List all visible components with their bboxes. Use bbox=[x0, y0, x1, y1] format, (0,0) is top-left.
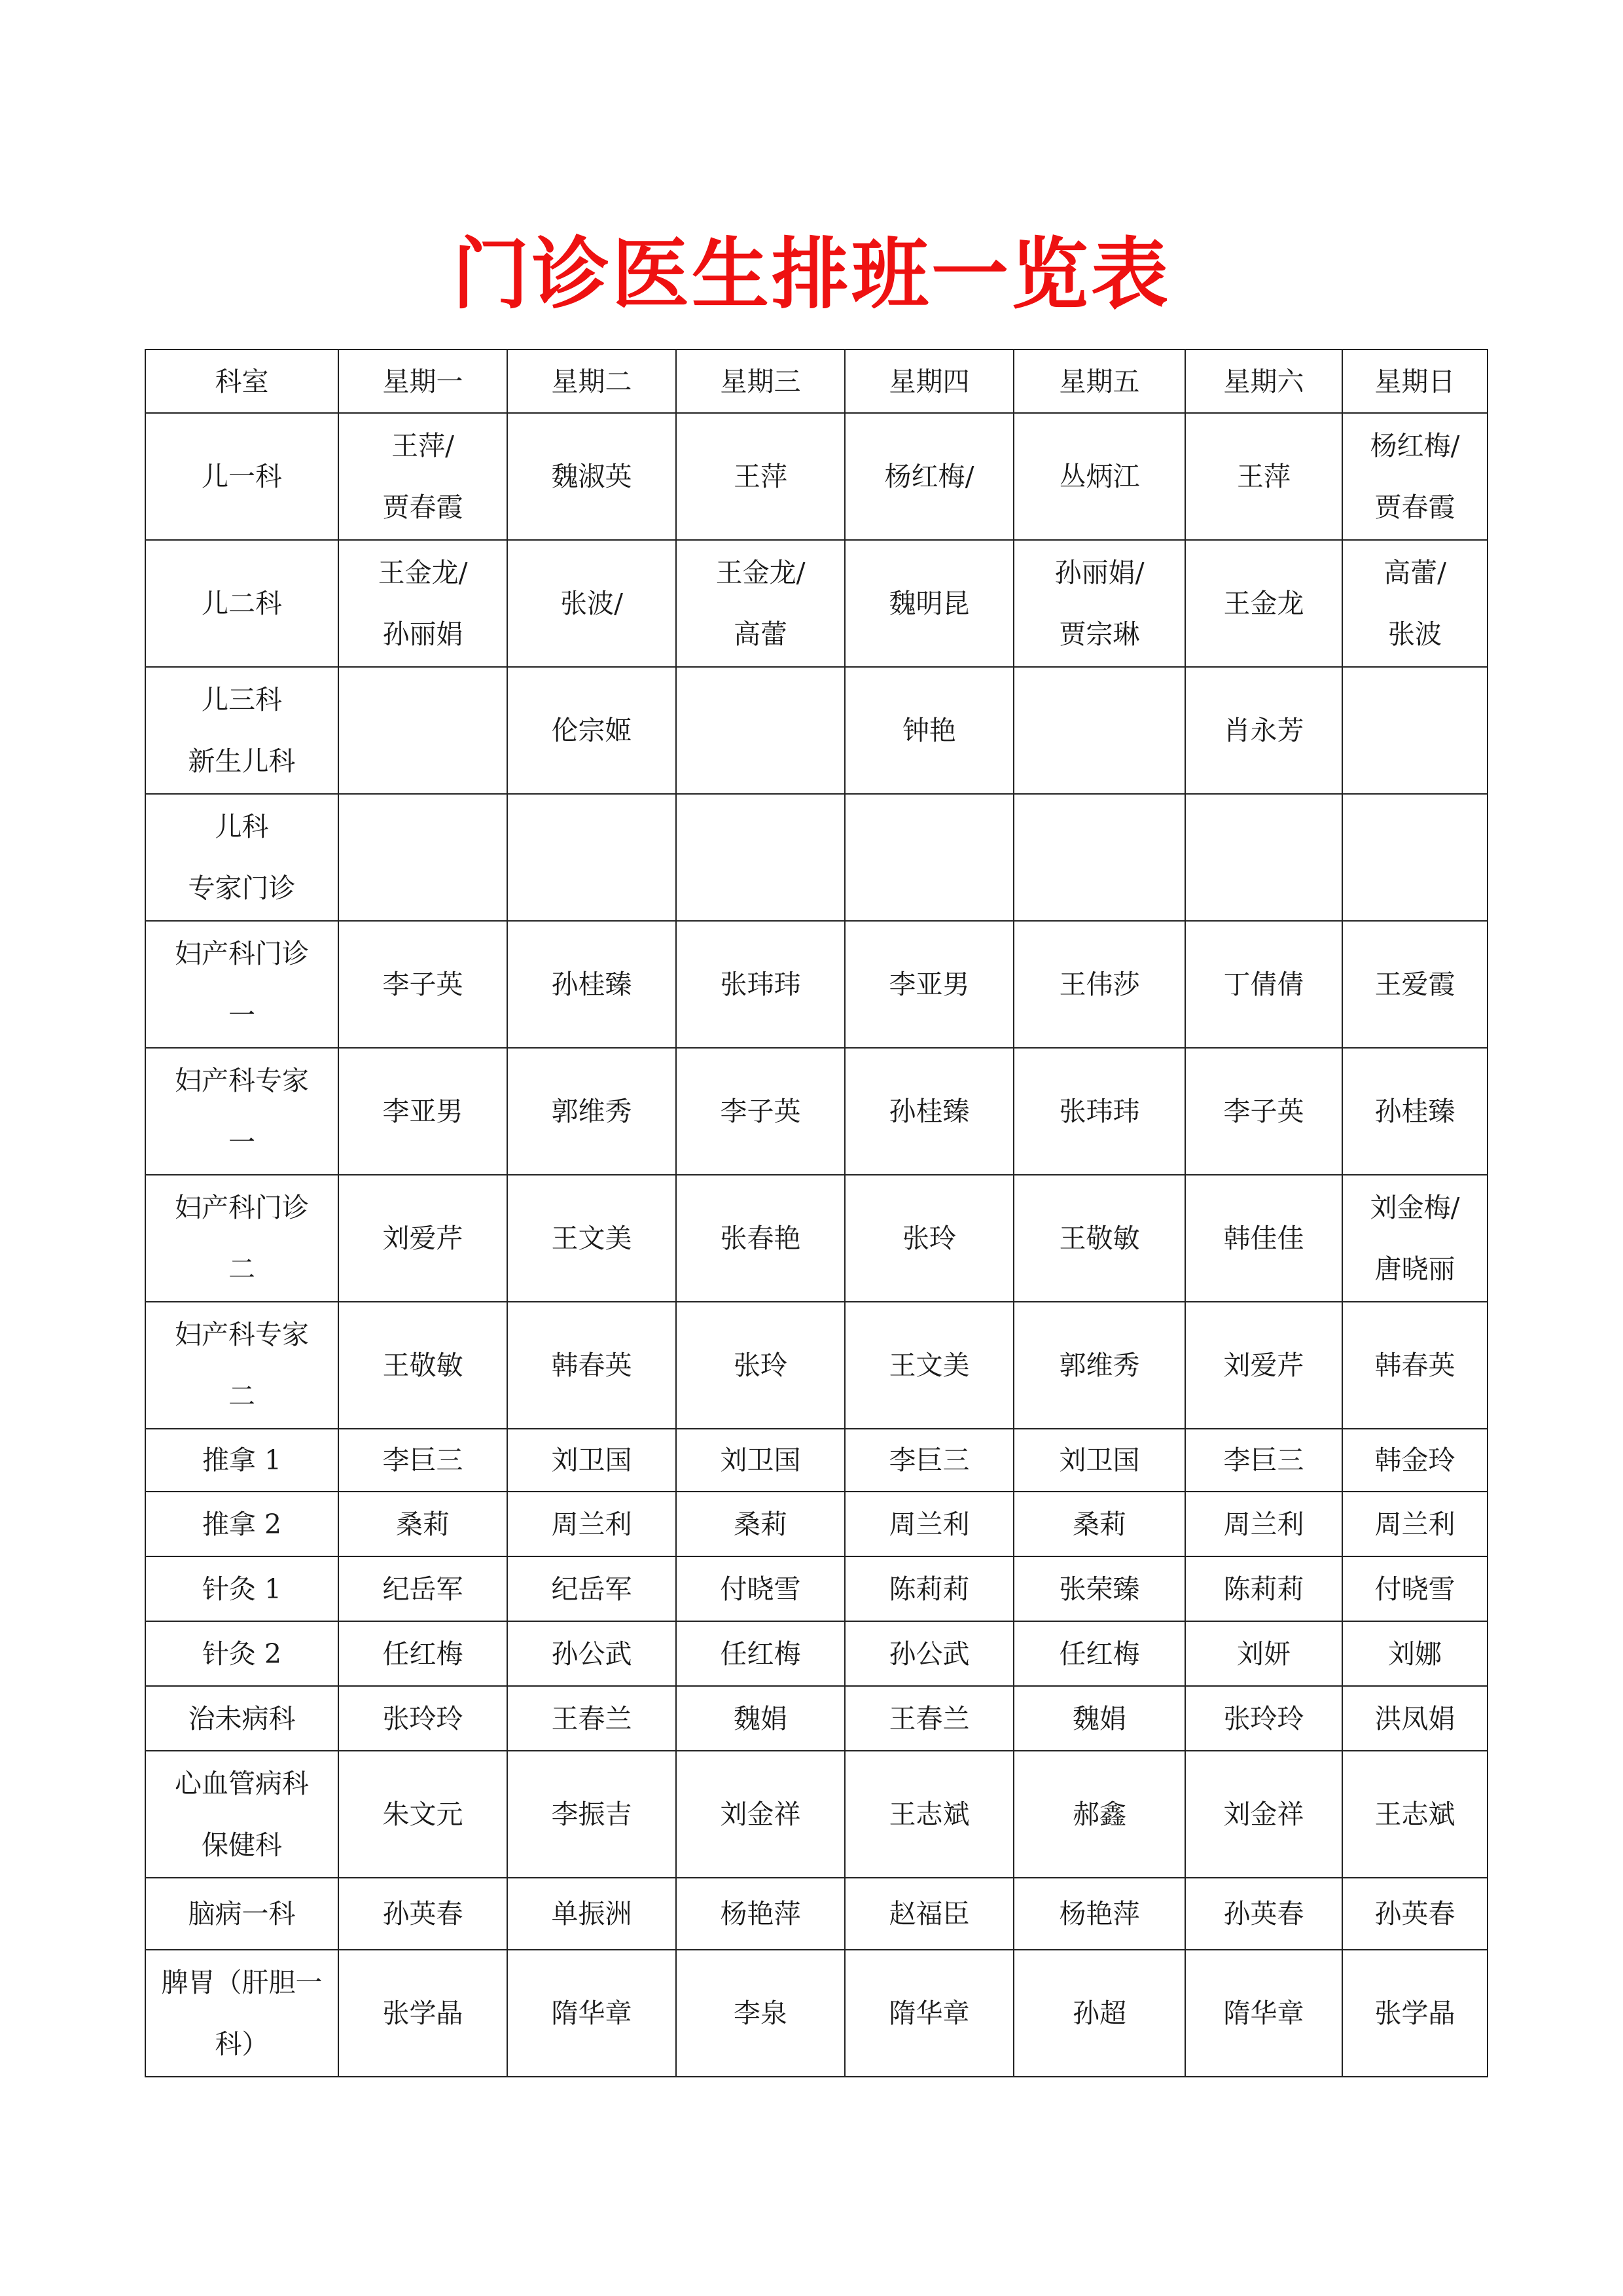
cell-text: 周兰利 bbox=[551, 1508, 632, 1540]
doctor-cell bbox=[1185, 1048, 1342, 1175]
cell-text: 任红梅 bbox=[1059, 1638, 1140, 1670]
cell-text: 隋华章 bbox=[551, 1998, 632, 2029]
cell-text: 周兰利 bbox=[889, 1508, 970, 1540]
cell-text: 刘金梅/ bbox=[1370, 1192, 1460, 1223]
doctor-cell bbox=[845, 413, 1014, 540]
cell-text: 高蕾/ bbox=[1383, 557, 1446, 588]
cell-text: 刘妍 bbox=[1237, 1638, 1291, 1670]
doctor-cell bbox=[1014, 540, 1185, 667]
doctor-cell bbox=[1342, 1492, 1488, 1556]
cell-text: 李泉 bbox=[734, 1998, 787, 2029]
doctor-cell bbox=[1014, 1492, 1185, 1556]
doctor-cell bbox=[1014, 1302, 1185, 1429]
doctor-cell bbox=[1342, 1686, 1488, 1751]
doctor-cell bbox=[1342, 921, 1488, 1048]
doctor-cell bbox=[1342, 794, 1488, 921]
department-cell bbox=[145, 1950, 338, 2077]
doctor-cell bbox=[1342, 1751, 1488, 1878]
doctor-cell bbox=[845, 1621, 1014, 1686]
doctor-cell bbox=[1014, 1556, 1185, 1621]
doctor-cell bbox=[1014, 1175, 1185, 1302]
doctor-cell bbox=[676, 1492, 845, 1556]
department-cell bbox=[145, 1048, 338, 1175]
doctor-cell bbox=[338, 1751, 507, 1878]
cell-text: 王志斌 bbox=[1374, 1799, 1455, 1830]
doctor-cell bbox=[1185, 413, 1342, 540]
table-row bbox=[145, 1751, 1488, 1878]
doctor-cell bbox=[338, 1429, 507, 1492]
header-day: 星期五 bbox=[1014, 350, 1185, 413]
cell-text: 孙丽娟 bbox=[382, 619, 463, 650]
cell-text: 王文美 bbox=[551, 1223, 632, 1254]
doctor-cell bbox=[1342, 1556, 1488, 1621]
table-row bbox=[145, 1429, 1488, 1492]
cell-text: 张玲玲 bbox=[382, 1702, 463, 1734]
cell-text: 肖永芳 bbox=[1223, 715, 1304, 746]
cell-text: 孙公武 bbox=[889, 1638, 970, 1670]
doctor-cell bbox=[338, 921, 507, 1048]
header-department: 科室 bbox=[145, 350, 338, 413]
doctor-cell bbox=[1185, 1492, 1342, 1556]
department-cell bbox=[145, 794, 338, 921]
doctor-cell bbox=[1014, 921, 1185, 1048]
cell-text: 李巨三 bbox=[889, 1444, 970, 1476]
doctor-cell bbox=[507, 1686, 676, 1751]
cell-text: 张学晶 bbox=[382, 1998, 463, 2029]
cell-text: 李巨三 bbox=[382, 1444, 463, 1476]
table-row bbox=[145, 921, 1488, 1048]
cell-text: 魏娟 bbox=[734, 1702, 787, 1734]
cell-text: 高蕾 bbox=[734, 619, 787, 650]
table-row bbox=[145, 1950, 1488, 2077]
cell-text: 杨艳萍 bbox=[720, 1898, 801, 1929]
table-row bbox=[145, 540, 1488, 667]
cell-text: 王金龙/ bbox=[378, 557, 468, 588]
doctor-cell bbox=[338, 1878, 507, 1950]
cell-text: 赵福臣 bbox=[889, 1898, 970, 1929]
cell-text: 丛炳江 bbox=[1059, 461, 1140, 492]
doctor-cell bbox=[845, 1878, 1014, 1950]
cell-text: 杨红梅/ bbox=[884, 461, 974, 492]
cell-text: 孙英春 bbox=[382, 1898, 463, 1929]
doctor-cell bbox=[676, 1429, 845, 1492]
doctor-cell bbox=[338, 1556, 507, 1621]
doctor-cell bbox=[1014, 667, 1185, 794]
department-cell bbox=[145, 1429, 338, 1492]
cell-text: 推拿 2 bbox=[202, 1508, 282, 1540]
doctor-cell bbox=[676, 1751, 845, 1878]
doctor-cell bbox=[845, 1048, 1014, 1175]
doctor-cell bbox=[338, 1686, 507, 1751]
cell-text: 刘爱芹 bbox=[1223, 1350, 1304, 1381]
doctor-cell bbox=[1185, 1878, 1342, 1950]
doctor-cell bbox=[1342, 1878, 1488, 1950]
cell-text: 二 bbox=[228, 1380, 255, 1412]
doctor-cell bbox=[1185, 540, 1342, 667]
cell-text: 心血管病科 bbox=[175, 1768, 309, 1799]
cell-text: 钟艳 bbox=[902, 715, 956, 746]
doctor-cell bbox=[676, 921, 845, 1048]
doctor-cell bbox=[507, 1302, 676, 1429]
cell-text: 王敬敏 bbox=[1059, 1223, 1140, 1254]
table-row bbox=[145, 1048, 1488, 1175]
cell-text: 王爱霞 bbox=[1374, 969, 1455, 1000]
cell-text: 孙英春 bbox=[1223, 1898, 1304, 1929]
cell-text: 孙桂臻 bbox=[551, 969, 632, 1000]
doctor-cell bbox=[507, 1175, 676, 1302]
doctor-cell bbox=[338, 413, 507, 540]
cell-text: 桑莉 bbox=[396, 1508, 450, 1540]
doctor-cell bbox=[1342, 540, 1488, 667]
doctor-cell bbox=[1342, 1175, 1488, 1302]
doctor-cell bbox=[1185, 1751, 1342, 1878]
cell-text: 张荣臻 bbox=[1059, 1573, 1140, 1605]
doctor-cell bbox=[507, 413, 676, 540]
doctor-cell bbox=[1185, 794, 1342, 921]
cell-text: 贾春霞 bbox=[382, 492, 463, 523]
doctor-cell bbox=[1014, 413, 1185, 540]
cell-text: 王金龙/ bbox=[715, 557, 806, 588]
doctor-cell bbox=[676, 667, 845, 794]
cell-text: 一 bbox=[228, 1126, 255, 1158]
table-row bbox=[145, 1556, 1488, 1621]
cell-text: 李子英 bbox=[1223, 1096, 1304, 1127]
table-row bbox=[145, 413, 1488, 540]
doctor-cell bbox=[507, 540, 676, 667]
doctor-cell bbox=[338, 1621, 507, 1686]
cell-text: 孙公武 bbox=[551, 1638, 632, 1670]
cell-text: 王萍/ bbox=[391, 430, 454, 461]
cell-text: 王文美 bbox=[889, 1350, 970, 1381]
doctor-cell bbox=[1014, 1621, 1185, 1686]
cell-text: 付晓雪 bbox=[1374, 1573, 1455, 1605]
doctor-cell bbox=[338, 1302, 507, 1429]
header-day: 星期六 bbox=[1185, 350, 1342, 413]
doctor-cell bbox=[507, 667, 676, 794]
doctor-cell bbox=[1185, 1302, 1342, 1429]
doctor-cell bbox=[338, 1048, 507, 1175]
cell-text: 郭维秀 bbox=[551, 1096, 632, 1127]
cell-text: 推拿 1 bbox=[202, 1444, 282, 1476]
cell-text: 科） bbox=[215, 2028, 269, 2060]
cell-text: 张玮玮 bbox=[720, 969, 801, 1000]
cell-text: 张春艳 bbox=[720, 1223, 801, 1254]
doctor-cell bbox=[338, 794, 507, 921]
cell-text: 刘金祥 bbox=[720, 1799, 801, 1830]
cell-text: 周兰利 bbox=[1374, 1508, 1455, 1540]
doctor-cell bbox=[338, 1492, 507, 1556]
cell-text: 张玮玮 bbox=[1059, 1096, 1140, 1127]
cell-text: 治未病科 bbox=[188, 1702, 296, 1734]
table-row bbox=[145, 1302, 1488, 1429]
doctor-cell bbox=[507, 1950, 676, 2077]
cell-text: 二 bbox=[228, 1253, 255, 1285]
cell-text: 贾春霞 bbox=[1374, 492, 1455, 523]
cell-text: 王春兰 bbox=[551, 1702, 632, 1734]
doctor-cell bbox=[1185, 1950, 1342, 2077]
cell-text: 张波 bbox=[1388, 619, 1442, 650]
table-row bbox=[145, 1686, 1488, 1751]
doctor-cell bbox=[676, 540, 845, 667]
department-cell bbox=[145, 1302, 338, 1429]
doctor-cell bbox=[1342, 413, 1488, 540]
doctor-cell bbox=[845, 921, 1014, 1048]
cell-text: 王志斌 bbox=[889, 1799, 970, 1830]
cell-text: 张玲 bbox=[902, 1223, 956, 1254]
cell-text: 陈莉莉 bbox=[889, 1573, 970, 1605]
cell-text: 王萍 bbox=[734, 461, 787, 492]
cell-text: 贾宗琳 bbox=[1059, 619, 1140, 650]
cell-text: 新生儿科 bbox=[188, 745, 296, 777]
cell-text: 专家门诊 bbox=[188, 872, 296, 904]
header-day: 星期三 bbox=[676, 350, 845, 413]
department-cell bbox=[145, 1492, 338, 1556]
header-day: 星期一 bbox=[338, 350, 507, 413]
department-cell bbox=[145, 1556, 338, 1621]
doctor-cell bbox=[676, 1950, 845, 2077]
table-row bbox=[145, 1492, 1488, 1556]
cell-text: 张学晶 bbox=[1374, 1998, 1455, 2029]
doctor-cell bbox=[338, 1950, 507, 2077]
table-row bbox=[145, 667, 1488, 794]
doctor-cell bbox=[1342, 1950, 1488, 2077]
header-row bbox=[145, 350, 1488, 413]
cell-text: 纪岳军 bbox=[382, 1573, 463, 1605]
table-row bbox=[145, 1175, 1488, 1302]
cell-text: 洪凤娟 bbox=[1374, 1702, 1455, 1734]
cell-text: 李振吉 bbox=[551, 1799, 632, 1830]
cell-text: 韩金玲 bbox=[1374, 1444, 1455, 1476]
page-title: 门诊医生排班一览表 bbox=[452, 229, 1171, 319]
cell-text: 孙超 bbox=[1073, 1998, 1126, 2029]
doctor-cell bbox=[845, 1751, 1014, 1878]
department-cell bbox=[145, 667, 338, 794]
department-cell bbox=[145, 1878, 338, 1950]
doctor-cell bbox=[1185, 921, 1342, 1048]
cell-text: 儿科 bbox=[215, 811, 269, 842]
doctor-cell bbox=[845, 667, 1014, 794]
department-cell bbox=[145, 1686, 338, 1751]
cell-text: 桑莉 bbox=[734, 1508, 787, 1540]
doctor-cell bbox=[1014, 1429, 1185, 1492]
doctor-cell bbox=[1014, 1686, 1185, 1751]
cell-text: 王萍 bbox=[1237, 461, 1291, 492]
cell-text: 张波/ bbox=[560, 588, 623, 619]
cell-text: 任红梅 bbox=[720, 1638, 801, 1670]
cell-text: 孙桂臻 bbox=[1374, 1096, 1455, 1127]
cell-text: 张玲玲 bbox=[1223, 1702, 1304, 1734]
cell-text: 韩春英 bbox=[551, 1350, 632, 1381]
cell-text: 郭维秀 bbox=[1059, 1350, 1140, 1381]
doctor-cell bbox=[1014, 794, 1185, 921]
cell-text: 李巨三 bbox=[1223, 1444, 1304, 1476]
cell-text: 单振洲 bbox=[551, 1898, 632, 1929]
cell-text: 孙桂臻 bbox=[889, 1096, 970, 1127]
doctor-cell bbox=[1342, 667, 1488, 794]
cell-text: 丁倩倩 bbox=[1223, 969, 1304, 1000]
cell-text: 魏淑英 bbox=[551, 461, 632, 492]
department-cell bbox=[145, 413, 338, 540]
doctor-cell bbox=[845, 1686, 1014, 1751]
cell-text: 儿二科 bbox=[202, 588, 282, 619]
doctor-cell bbox=[507, 1878, 676, 1950]
doctor-cell bbox=[676, 1878, 845, 1950]
doctor-cell bbox=[507, 1492, 676, 1556]
cell-text: 朱文元 bbox=[382, 1799, 463, 1830]
cell-text: 杨艳萍 bbox=[1059, 1898, 1140, 1929]
cell-text: 付晓雪 bbox=[720, 1573, 801, 1605]
doctor-cell bbox=[845, 540, 1014, 667]
cell-text: 妇产科专家 bbox=[175, 1065, 309, 1096]
cell-text: 保健科 bbox=[202, 1829, 282, 1861]
doctor-cell bbox=[1342, 1302, 1488, 1429]
doctor-cell bbox=[676, 1556, 845, 1621]
department-cell bbox=[145, 1175, 338, 1302]
cell-text: 孙丽娟/ bbox=[1054, 557, 1145, 588]
doctor-cell bbox=[507, 794, 676, 921]
doctor-cell bbox=[507, 1751, 676, 1878]
doctor-cell bbox=[676, 1686, 845, 1751]
cell-text: 唐晓丽 bbox=[1374, 1253, 1455, 1285]
cell-text: 儿三科 bbox=[202, 684, 282, 715]
cell-text: 脾胃（肝胆一 bbox=[161, 1967, 323, 1998]
doctor-cell bbox=[676, 1302, 845, 1429]
doctor-cell bbox=[507, 1429, 676, 1492]
doctor-cell bbox=[676, 794, 845, 921]
doctor-cell bbox=[1014, 1950, 1185, 2077]
cell-text: 儿一科 bbox=[202, 461, 282, 492]
header-day: 星期二 bbox=[507, 350, 676, 413]
cell-text: 伦宗姬 bbox=[551, 715, 632, 746]
cell-text: 刘娜 bbox=[1388, 1638, 1442, 1670]
doctor-cell bbox=[676, 1175, 845, 1302]
cell-text: 刘卫国 bbox=[1059, 1444, 1140, 1476]
cell-text: 杨红梅/ bbox=[1370, 430, 1460, 461]
header-day: 星期日 bbox=[1342, 350, 1488, 413]
cell-text: 针灸 1 bbox=[202, 1573, 282, 1605]
header-day: 星期四 bbox=[845, 350, 1014, 413]
doctor-cell bbox=[1185, 1429, 1342, 1492]
doctor-cell bbox=[1185, 1686, 1342, 1751]
doctor-cell bbox=[507, 1621, 676, 1686]
cell-text: 刘卫国 bbox=[720, 1444, 801, 1476]
department-cell bbox=[145, 1751, 338, 1878]
cell-text: 纪岳军 bbox=[551, 1573, 632, 1605]
doctor-cell bbox=[845, 1429, 1014, 1492]
cell-text: 妇产科门诊 bbox=[175, 1192, 309, 1223]
doctor-cell bbox=[845, 794, 1014, 921]
department-cell bbox=[145, 921, 338, 1048]
cell-text: 王金龙 bbox=[1223, 588, 1304, 619]
cell-text: 隋华章 bbox=[1223, 1998, 1304, 2029]
doctor-cell bbox=[676, 1621, 845, 1686]
doctor-cell bbox=[507, 1556, 676, 1621]
doctor-cell bbox=[1185, 667, 1342, 794]
cell-text: 脑病一科 bbox=[188, 1898, 296, 1929]
cell-text: 李子英 bbox=[720, 1096, 801, 1127]
cell-text: 一 bbox=[228, 999, 255, 1031]
doctor-cell bbox=[1185, 1175, 1342, 1302]
doctor-cell bbox=[1342, 1621, 1488, 1686]
cell-text: 任红梅 bbox=[382, 1638, 463, 1670]
cell-text: 李子英 bbox=[382, 969, 463, 1000]
cell-text: 妇产科门诊 bbox=[175, 938, 309, 969]
department-cell bbox=[145, 540, 338, 667]
department-cell bbox=[145, 1621, 338, 1686]
cell-text: 针灸 2 bbox=[202, 1638, 282, 1670]
cell-text: 周兰利 bbox=[1223, 1508, 1304, 1540]
cell-text: 李亚男 bbox=[382, 1096, 463, 1127]
doctor-cell bbox=[676, 413, 845, 540]
doctor-cell bbox=[845, 1492, 1014, 1556]
doctor-cell bbox=[1342, 1429, 1488, 1492]
doctor-cell bbox=[845, 1950, 1014, 2077]
doctor-cell bbox=[338, 540, 507, 667]
table-row bbox=[145, 794, 1488, 921]
doctor-cell bbox=[338, 667, 507, 794]
doctor-cell bbox=[845, 1175, 1014, 1302]
cell-text: 张玲 bbox=[734, 1350, 787, 1381]
cell-text: 陈莉莉 bbox=[1223, 1573, 1304, 1605]
cell-text: 刘卫国 bbox=[551, 1444, 632, 1476]
cell-text: 魏娟 bbox=[1073, 1702, 1126, 1734]
doctor-cell bbox=[1342, 1048, 1488, 1175]
doctor-cell bbox=[507, 921, 676, 1048]
doctor-cell bbox=[676, 1048, 845, 1175]
doctor-cell bbox=[338, 1175, 507, 1302]
schedule-table bbox=[145, 349, 1488, 2077]
cell-text: 妇产科专家 bbox=[175, 1319, 309, 1350]
cell-text: 王春兰 bbox=[889, 1702, 970, 1734]
table-row bbox=[145, 1621, 1488, 1686]
cell-text: 韩佳佳 bbox=[1223, 1223, 1304, 1254]
cell-text: 李亚男 bbox=[889, 969, 970, 1000]
doctor-cell bbox=[845, 1556, 1014, 1621]
cell-text: 郝鑫 bbox=[1073, 1799, 1126, 1830]
cell-text: 王伟莎 bbox=[1059, 969, 1140, 1000]
cell-text: 隋华章 bbox=[889, 1998, 970, 2029]
cell-text: 刘金祥 bbox=[1223, 1799, 1304, 1830]
cell-text: 魏明昆 bbox=[889, 588, 970, 619]
doctor-cell bbox=[845, 1302, 1014, 1429]
doctor-cell bbox=[1014, 1878, 1185, 1950]
cell-text: 桑莉 bbox=[1073, 1508, 1126, 1540]
doctor-cell bbox=[1185, 1556, 1342, 1621]
cell-text: 刘爱芹 bbox=[382, 1223, 463, 1254]
doctor-cell bbox=[1185, 1621, 1342, 1686]
doctor-cell bbox=[1014, 1751, 1185, 1878]
doctor-cell bbox=[1014, 1048, 1185, 1175]
table-row bbox=[145, 1878, 1488, 1950]
cell-text: 韩春英 bbox=[1374, 1350, 1455, 1381]
cell-text: 孙英春 bbox=[1374, 1898, 1455, 1929]
cell-text: 王敬敏 bbox=[382, 1350, 463, 1381]
doctor-cell bbox=[507, 1048, 676, 1175]
